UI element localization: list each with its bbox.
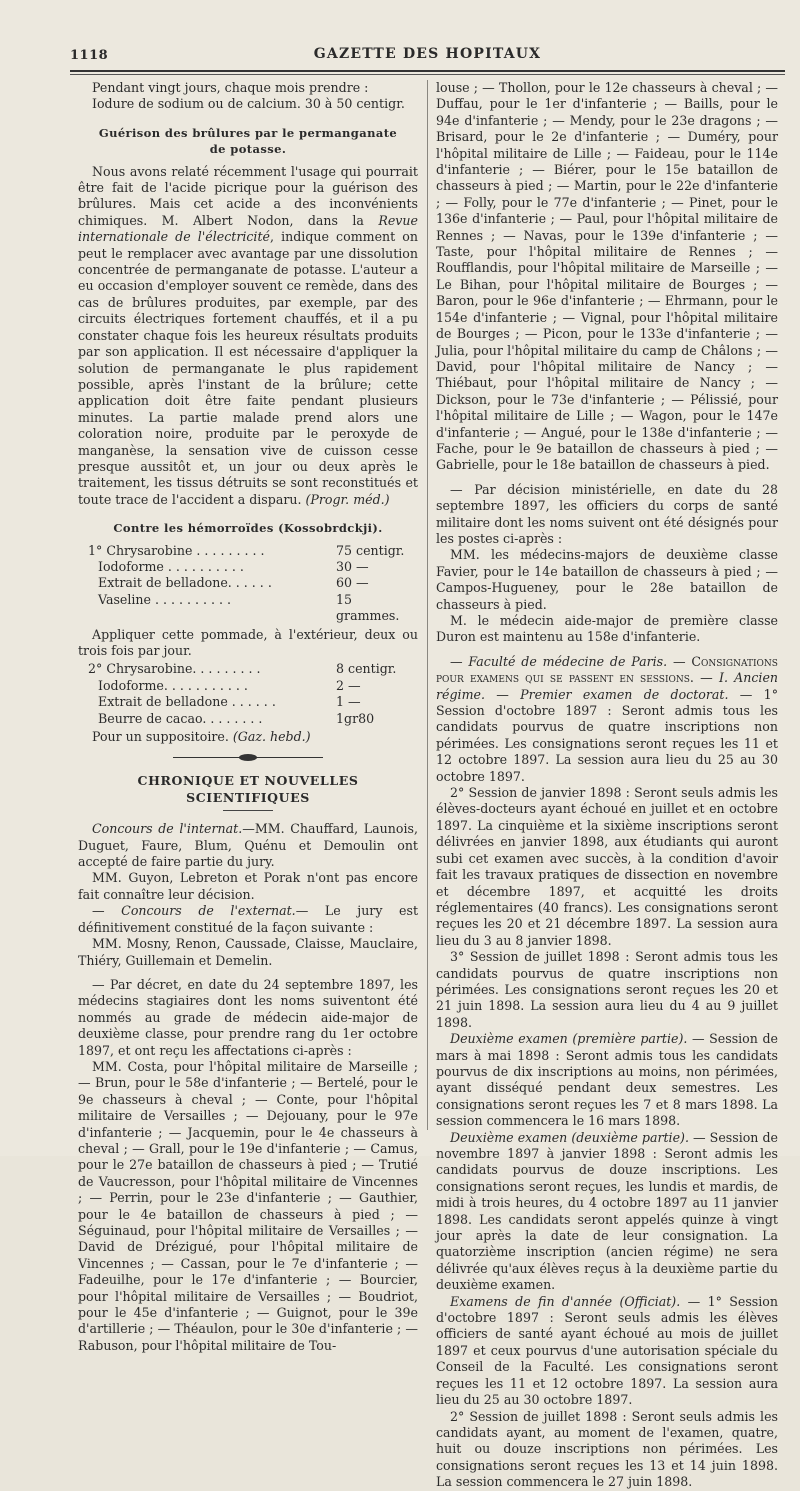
externat-label: — Concours de l'externat. (92, 903, 296, 919)
rx1-ingredient: Vaseline . . . . . . . . . . (98, 591, 232, 607)
hemorrhoids-heading: Contre les hémorroïdes (Kossobrdckji). (113, 521, 383, 536)
externat-paragraph-2: MM. Mosny, Renon, Caussade, Claisse, Mauclaire, Thiéry, Guillemain et Demelin. (78, 936, 418, 968)
faculty-subject: — Consignations pour examens qui se passent en sessions. (436, 653, 778, 686)
end-of-year-paragraph (436, 1294, 778, 1409)
ministerial-paragraph: — Par décision ministérielle, en date du 28 septembre 1897, les officiers du corps de santé militaire dont les noms suivent ont été désignés pour les postes ci-après : (436, 481, 778, 546)
rx1-row (78, 559, 418, 575)
internat-label: Concours de l'internat. (92, 821, 243, 837)
internat-paragraph-2: MM. Guyon, Lebreton et Porak n'ont pas encore fait connaître leur décision. (78, 870, 418, 902)
second-exam-part2-text: — Session de novembre 1897 à janvier 1898 : Seront admis les candidats pourvus de douze inscriptions. Les consignations seront reçues, les lundis et mardis, de midi à trois heures, du 4 octobre 1897 au 11 janvier 1898. Les candidats seront appelés quinze à vingt jour après la date de leur consignation. La quatorzième inscription (ancien régime) ne sera délivrée qu'aux élèves reçus à la deuxième partie du deuxième examen. (436, 1129, 778, 1293)
rx2-row (78, 678, 418, 694)
left-column (78, 80, 418, 1354)
rx1-ingredient: Iodoforme . . . . . . . . . . (98, 558, 244, 574)
faculty-text: — 1° Session d'octobre 1897 : Seront admis tous les candidats pourvus de quatre inscriptions non périmées. Les consignations seront reçues les 11 et 12 octobre 1897. La session aura lieu du 25 au 30 octobre 1897. (436, 686, 778, 784)
page-header (70, 44, 785, 66)
ornamental-divider (173, 755, 323, 761)
burns-heading-line-1: Guérison des brûlures par le permanganate (98, 125, 398, 140)
rx2-row (78, 661, 418, 677)
internat-text: —MM. Chauffard, Launois, Duguet, Faure, Blum, Quénu et Demoulin ont accepté de faire partie du jury. (78, 821, 418, 870)
rx2-ingredient: 2° Chrysarobine. . . . . . . . . (88, 661, 261, 677)
right-column (436, 80, 778, 1491)
prescription-2 (78, 661, 418, 727)
rx2-quantity: 1 — (336, 694, 361, 710)
prescription-1 (78, 543, 418, 625)
rx1-ingredient: 1° Chrysarobine . . . . . . . . . (88, 542, 265, 558)
rx2-note-text: Pour un suppositoire. (92, 729, 229, 745)
spacer (78, 969, 418, 977)
intro-line-1: Pendant vingt jours, chaque mois prendre : (92, 80, 369, 95)
rx1-quantity: 15 grammes. (336, 591, 400, 624)
july-session-paragraph: 3° Session de juillet 1898 : Seront admis tous les candidats pourvus de quatre inscriptions non périmées. Les consignations seront reçues les 20 et 21 juin 1898. La session aura lieu du 4 au 9 juillet 1898. (436, 949, 778, 1030)
rx2-quantity: 2 — (336, 677, 361, 693)
second-exam-text: — Session de mars à mai 1898 : Seront admis tous les candidats pourvus de dix inscriptions au moins, non périmées, ayant disséqué pendant deux semestres. Les consignations seront reçues les 7 et 8 mars 1898. La session commencera le 16 mars 1898. (436, 1031, 778, 1129)
rx2-note (78, 729, 418, 745)
faculty-paragraph (436, 654, 778, 785)
ministerial-paragraph-3: M. le médecin aide-major de première classe Duron est maintenu au 158e d'infanterie. (436, 613, 778, 645)
january-session-paragraph: 2° Session de janvier 1898 : Seront seuls admis les élèves-docteurs ayant échoué en juillet et en octobre 1897. La cinquième et la sixième inscriptions seront délivrées en janvier 1898, aux étudiants qui auront subi cet examen avec succès, à la condition d'avoir fait les travaux pratiques de dissection en novembre et décembre 1897, et acquitté les droits réglementaires (40 francs). Les consignations seront reçues les 20 et 21 décembre 1897. La session aura lieu du 3 au 8 janvier 1898. (436, 785, 778, 948)
rx1-ingredient: Extrait de belladone. . . . . . (98, 575, 272, 591)
burns-journal-name: Revue internationale de l'électricité (78, 212, 418, 245)
ministerial-paragraph-2: MM. les médecins-majors de deuxième classe Favier, pour le 14e bataillon de chasseurs à pied ; — Campos-Hugueney, pour le 28e bataillon de chasseurs à pied. (436, 547, 778, 612)
rx2-row (78, 694, 418, 710)
rx2-ingredient: Beurre de cacao. . . . . . . . (98, 710, 263, 726)
decree-names-paragraph: MM. Costa, pour l'hôpital militaire de Marseille ; — Brun, pour le 58e d'infanterie ; — Bertelé, pour le 9e chasseurs à cheval ; — Conte, pour l'hôpital militaire de Versailles ; — Dejouany, pour le 97e d'infanterie ; — Jacquemin, pour le 4e chasseurs à cheval ; — Grall, pour le 19e d'infanterie ; — Camus, pour le 27e bataillon de chasseurs à pied ; — Trutié de Vaucresson, pour l'hôpital militaire de Vincennes ; — Perrin, pour le 23e d'infanterie ; — Gauthier, pour le 4e bataillon de chasseurs à pied ; — Séguinaud, pour l'hôpital militaire de Versailles ; — David de Drézigué, pour l'hôpital militaire de Vincennes ; — Cassan, pour le 7e d'infanterie ; — Fadeuilhe, pour le 17e d'infanterie ; — Bourcier, pour l'hôpital militaire de Versailles ; — Boudriot, pour le 45e d'infanterie ; — Guignot, pour le 39e d'artillerie ; — Théaulon, pour le 30e d'infanterie ; — Rabuson, pour l'hôpital militaire de Tou- (78, 1058, 418, 1353)
rx2-source: (Gaz. hebd.) (232, 729, 311, 745)
end-of-year-label: Examens de fin d'année (Officiat). (450, 1293, 681, 1309)
end-of-year-text: — 1° Session d'octobre 1897 : Seront seuls admis les élèves officiers de santé ayant échoué au mois de juillet 1897 et ceux pourvus d'une autorisation spéciale du Conseil de la Faculté. Les consignations seront reçues les 11 et 12 octobre 1897. La session aura lieu du 25 au 30 octobre 1897. (436, 1293, 778, 1408)
intro-line-2: Iodure de sodium ou de calcium. 30 à 50 centigr. (92, 96, 405, 112)
second-exam-part2-paragraph (436, 1130, 778, 1294)
ornament-dot (239, 754, 257, 761)
header-rule (70, 70, 785, 75)
rx1-row (78, 575, 418, 591)
second-exam-part2-label: Deuxième examen (deuxième partie). (450, 1129, 689, 1145)
spacer (436, 474, 778, 482)
rx1-quantity: 75 centigr. (336, 542, 405, 558)
rx2-quantity: 1gr80 (336, 710, 375, 726)
rx1-quantity: 60 — (336, 575, 369, 591)
faculty-label: — Faculté de médecine de Paris. (450, 653, 668, 669)
burns-heading (78, 125, 418, 158)
rx1-row (78, 592, 418, 625)
rx2-ingredient: Iodoforme. . . . . . . . . . . (98, 677, 248, 693)
short-rule (223, 810, 273, 811)
rx1-quantity: 30 — (336, 558, 369, 574)
rx2-ingredient: Extrait de belladone . . . . . . (98, 694, 276, 710)
decree-paragraph: — Par décret, en date du 24 septembre 1897, les médecins stagiaires dont les noms suiventont été nommés au grade de médecin aide-major de deuxième classe, pour prendre rang du 1er octobre 1897, et ont reçu les affectations ci-après : (78, 976, 418, 1058)
burns-text-start: Nous avons relaté récemment l'usage qui pourrait être fait de l'acide picrique pour la guérison des brûlures. Mais cet acide a des inconvénients chimiques. M. Albert Nodon, dans la (78, 163, 418, 228)
burns-source: (Progr. méd.) (305, 491, 390, 507)
externat-text: — Le jury est définitivement constitué de la façon suivante : (78, 903, 418, 935)
spacer (436, 646, 778, 654)
chronicle-heading: CHRONIQUE ET NOUVELLES SCIENTIFIQUES (137, 773, 359, 805)
end-of-year-paragraph-2: 2° Session de juillet 1898 : Seront seuls admis les candidats ayant, au moment de l'examen, quatre, huit ou douze inscriptions non périmées. Les consignations seront reçues les 13 et 14 juin 1898. La session commencera le 27 juin 1898. (436, 1408, 778, 1490)
second-exam-label: Deuxième examen (première partie). (450, 1031, 688, 1047)
burns-text-end: , indique comment on peut le remplacer avec avantage par une dissolution concentrée de permanganate de potasse. L'auteur a eu occasion d'employer souvent ce remède, dans des cas de brûlures produites, par exemple, par des circuits électriques fortement chauffés, et il a pu constater chaque fois les heureux résultats produits par son application. Il est nécessaire d'appliquer la solution de permanganate le plus rapidement possible, après l'instant de la brûlure; cette application doit être faite pendant plusieurs minutes. La partie malade prend alors une coloration noire, produite par le peroxyde de manganèse, la sensation vive de cuisson cesse presque aussitôt et, un jour ou deux après le traitement, les tissus détruits se sont reconstitués et toute trace de l'accident a disparu. (78, 229, 418, 507)
decree-continuation: louse ; — Thollon, pour le 12e chasseurs à cheval ; — Duffau, pour le 1er d'infanterie ; — Baills, pour le 94e d'infanterie ; — Mendy, pour le 23e dragons ; — Brisard, pour le 2e d'infanterie ; — Duméry, pour l'hôpital militaire de Lille ; — Faideau, pour le 114e d'infanterie ; — Biérer, pour le 15e bataillon de chasseurs à pied ; — Martin, pour le 22e d'infanterie ; — Folly, pour le 77e d'infanterie ; — Pinet, pour le 136e d'infanterie ; — Paul, pour l'hôpital militaire de Rennes ; — Navas, pour le 139e d'infanterie ; — Taste, pour l'hôpital militaire de Rennes ; — Roufflandis, pour l'hôpital militaire de Marseille ; — Le Bihan, pour l'hôpital militaire de Bourges ; — Baron, pour le 96e d'infanterie ; — Ehrmann, pour le 154e d'infanterie ; — Vignal, pour l'hôpital militaire de Bourges ; — Picon, pour le 133e d'infanterie ; — Julia, pour l'hôpital militaire du camp de Châlons ; — David, pour l'hôpital militaire de Nancy ; — Thiébaut, pour l'hôpital militaire de Nancy ; — Dickson, pour le 73e d'infanterie ; — Pélissié, pour l'hôpital militaire de Lille ; — Wagon, pour le 147e d'infanterie ; — Angué, pour le 138e d'infanterie ; — Fache, pour le 9e bataillon de chasseurs à pied ; — Gabrielle, pour le 18e bataillon de chasseurs à pied. (436, 80, 778, 473)
rx1-row (78, 543, 418, 559)
burns-paragraph (78, 164, 418, 509)
burns-heading-line-2: de potasse. (209, 142, 287, 157)
rx1-note: Appliquer cette pommade, à l'extérieur, deux ou trois fois par jour. (78, 626, 418, 658)
internat-paragraph (78, 821, 418, 870)
journal-title: GAZETTE DES HOPITAUX (313, 46, 542, 62)
page-number: 1118 (70, 48, 109, 63)
externat-paragraph (78, 903, 418, 936)
faculty-subheading: — I. Ancien régime. — Premier examen de doctorat. (436, 670, 779, 702)
rx2-row (78, 711, 418, 727)
rx2-quantity: 8 centigr. (336, 661, 397, 677)
second-exam-paragraph (436, 1031, 778, 1129)
column-divider (427, 80, 428, 1130)
